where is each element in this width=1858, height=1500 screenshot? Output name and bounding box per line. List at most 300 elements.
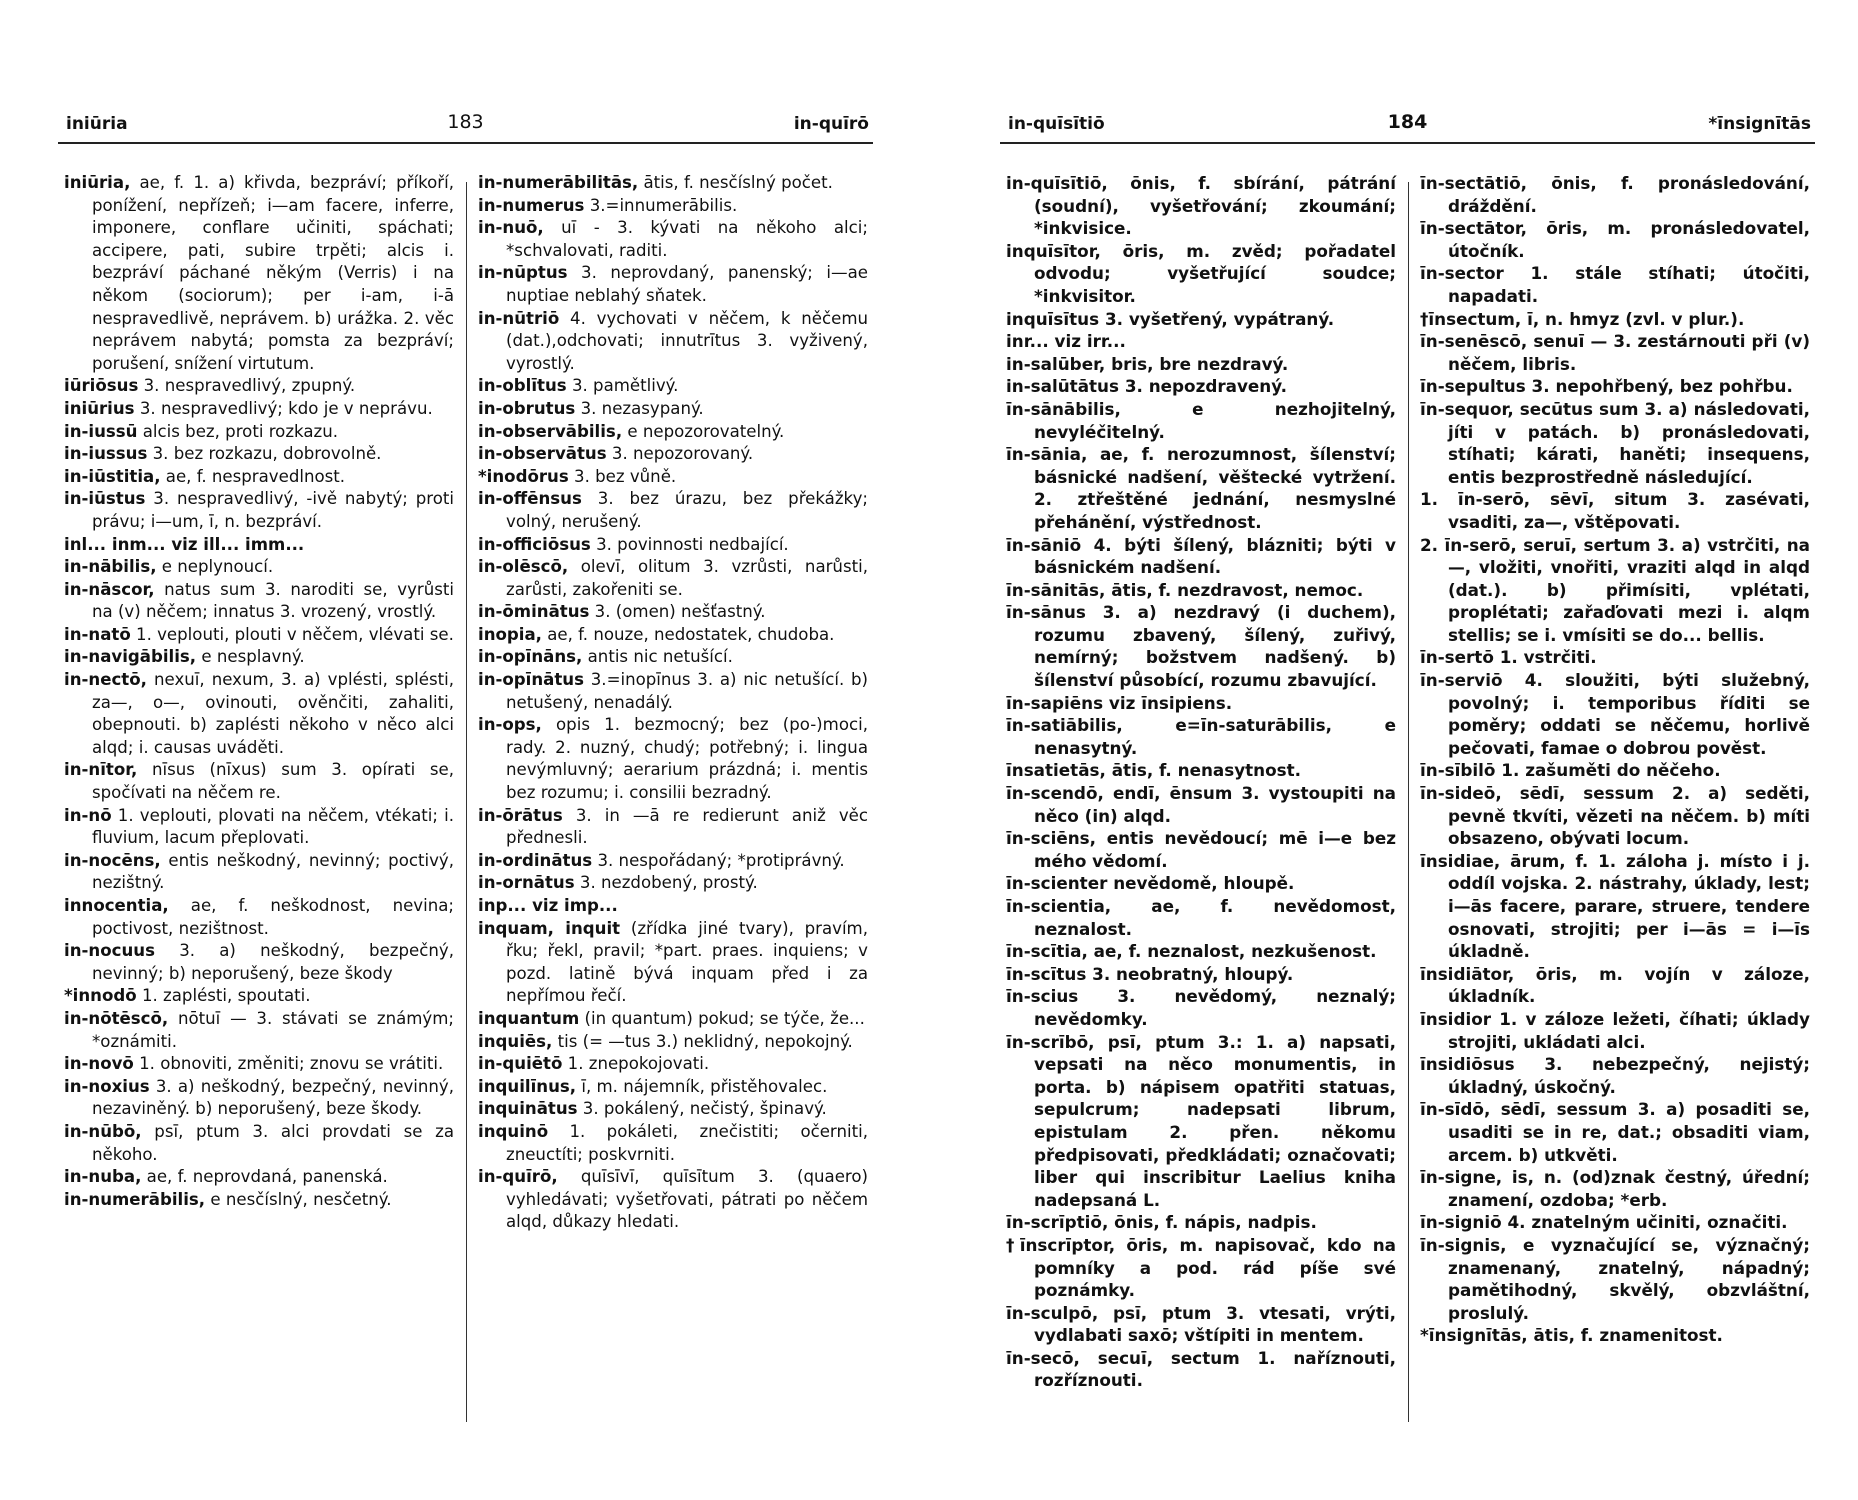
dictionary-entry — [1006, 1302, 1396, 1347]
headword: in-nōtēscō, — [64, 1008, 169, 1028]
dictionary-entry — [1006, 330, 1396, 353]
headword: 2. īn-serō, — [1420, 534, 1517, 555]
definition: ātis, f. nezdravost, nemoc. — [1105, 579, 1364, 600]
left-page — [58, 108, 873, 1468]
dictionary-entry — [1006, 692, 1396, 715]
headword: in-observābilis, — [478, 421, 623, 441]
definition: nīsus (nīxus) sum 3. opírati se, spočívati na něčem re. — [92, 760, 454, 803]
dictionary-entry — [478, 714, 868, 804]
dictionary-entry — [478, 1031, 868, 1054]
definition: (zřídka jiné tvary), pravím, řku; řekl, pravil; *part. praes. inquiens; v pozd. latině bývá inquam před i za nepřímou řečí. — [506, 918, 869, 1006]
definition: 3. in —ā re redierunt aniž věc přednesli. — [506, 805, 868, 848]
dictionary-entry — [64, 895, 454, 940]
headword: īn-sideō, — [1420, 783, 1502, 804]
dictionary-entry — [478, 1166, 868, 1234]
headword: inl... inm... viz ill... imm... — [64, 534, 305, 554]
dictionary-entry — [1420, 963, 1810, 1008]
headword: in-ops, — [478, 715, 542, 735]
dictionary-entry — [478, 556, 868, 601]
dictionary-entry — [64, 805, 454, 850]
running-head-left: in-quīsītiō — [1008, 114, 1105, 134]
definition: secuī, sectum 1. naříznouti, rozříznouti. — [1034, 1347, 1396, 1391]
definition: 3. nespravedlivý; kdo je v neprávu. — [134, 398, 433, 418]
dictionary-entry — [1420, 646, 1810, 669]
headword: īnsidiōsus — [1420, 1054, 1515, 1075]
headword: īnsatietās, — [1006, 760, 1106, 781]
dictionary-entry — [1006, 1211, 1396, 1234]
dictionary-entry — [64, 1166, 454, 1189]
dictionary-entry — [1006, 308, 1396, 331]
headword: īn-sepultus — [1420, 376, 1526, 397]
headword: īn-signiō — [1420, 1212, 1502, 1233]
definition: ī, m. nájemník, přistěhovalec. — [576, 1076, 828, 1096]
headword: in-ōrātus — [478, 805, 563, 825]
definition: antis nic netušící. — [582, 647, 733, 667]
definition: 1. znepokojovati. — [562, 1054, 710, 1074]
dictionary-entry — [1006, 172, 1396, 240]
definition: 3. a) neškodný, bezpečný, nevinný, nezaviněný. b) neporušený, beze škody. — [92, 1076, 454, 1119]
dictionary-entry — [1006, 895, 1396, 940]
definition: 4. býti šílený, blázniti; býti v básnickém nadšení. — [1034, 534, 1396, 578]
dictionary-entry — [478, 646, 868, 669]
dictionary-entry — [1006, 443, 1396, 533]
dictionary-entry — [478, 1098, 868, 1121]
definition: 1. vstrčiti. — [1493, 647, 1597, 668]
definition: bris, bre nezdravý. — [1105, 353, 1289, 374]
headword: in-ordinātus — [478, 850, 593, 870]
definition: ī, n. hmyz (zvl. v plur.). — [1521, 308, 1745, 329]
dictionary-entry — [64, 172, 454, 375]
definition: ae, f. neprovdaná, panenská. — [141, 1167, 388, 1187]
dictionary-entry — [1006, 1234, 1396, 1302]
dictionary-entry — [64, 443, 454, 466]
dictionary-entry — [64, 556, 454, 579]
definition: 1. zaplésti, spoutati. — [136, 986, 311, 1006]
headword: in-quīsītiō, — [1006, 173, 1108, 193]
dictionary-entry — [1420, 1098, 1810, 1166]
dictionary-entry — [1420, 262, 1810, 307]
dictionary-entry — [1006, 375, 1396, 398]
dictionary-entry — [64, 466, 454, 489]
dictionary-entry — [1006, 759, 1396, 782]
definition: secūtus sum 3. a) následovati, jíti v patách. b) pronásledovati, stíhati; kárati, haněti; insequens, entis bezprostředně následující. — [1448, 398, 1810, 487]
headword: in-nocuus — [64, 941, 155, 961]
definition: e vyznačující se, význačný; znamenaný, znatelný, nápadný; pamětihodný, skvělý, obzvláštní, proslulý. — [1448, 1234, 1810, 1323]
headword: in-ornātus — [478, 873, 575, 893]
dictionary-entry — [1006, 1031, 1396, 1212]
headword: in-nocēns, — [64, 850, 161, 870]
dictionary-entry — [64, 421, 454, 444]
definition: quīsīvī, quīsītum 3. (quaero) vyhledávati; vyšetřovati, pátrati po něčem alqd, důkazy hledati. — [506, 1167, 868, 1232]
headword: inp... viz imp... — [478, 896, 618, 915]
dictionary-entry — [478, 262, 868, 307]
column-rule — [1408, 182, 1409, 1422]
definition: is, n. (od)znak čestný, úřední; znamení, ozdoba; *erb. — [1448, 1167, 1810, 1210]
dictionary-entry — [478, 308, 868, 376]
dictionary-entry — [478, 918, 868, 1008]
headword: *innodō — [64, 986, 137, 1006]
headword: in-offēnsus — [478, 489, 582, 509]
dictionary-entry — [1420, 308, 1810, 331]
definition: 3. povinnosti nedbající. — [590, 534, 789, 554]
dictionary-entry — [1006, 579, 1396, 602]
definition: ae, f. nevědomost, neznalost. — [1034, 896, 1396, 939]
headword: in-nūtriō — [478, 308, 560, 328]
headword: inquinātus — [478, 1099, 578, 1119]
dictionary-entry — [64, 1053, 454, 1076]
headword: īn-signis, — [1420, 1234, 1507, 1255]
definition: (in quantum) pokud; se týče, že... — [579, 1008, 865, 1028]
headword: in-nītor, — [64, 760, 138, 780]
definition: nevědomě, hloupě. — [1107, 873, 1295, 894]
dictionary-columns — [58, 172, 873, 1468]
definition: uī - 3. kývati na někoho alci; *schvalovati, raditi. — [506, 218, 868, 260]
headword: inquīsītus — [1006, 308, 1100, 329]
dictionary-entry — [478, 375, 868, 398]
definition: 3. nebezpečný, nejistý; úkladný, úskočný. — [1448, 1054, 1810, 1097]
dictionary-entry — [478, 850, 868, 873]
definition: 1. v záloze ležeti, číhati; úklady strojiti, ukládati alci. — [1448, 1008, 1810, 1052]
definition: 1. veplouti, plouti v něčem, vlévati se. — [130, 624, 454, 644]
definition: ae, f. neškodnost, nevina; poctivost, nezištnost. — [92, 896, 454, 938]
definition: ōris, m. napisovač, kdo na pomníky a pod. rád píše své poznámky. — [1034, 1234, 1396, 1301]
dictionary-entry — [64, 375, 454, 398]
headword: īn-satiābilis, — [1006, 715, 1123, 736]
dictionary-entry — [478, 1076, 868, 1099]
headword: īn-sānitās, — [1006, 579, 1106, 600]
dictionary-entry — [64, 534, 454, 557]
headword: in-iussū — [64, 421, 138, 441]
definition: ae, f. neznalost, nezkušenost. — [1087, 941, 1377, 962]
headword: iūriōsus — [64, 376, 139, 396]
headword: in-salūtātus — [1006, 376, 1119, 397]
headword: in-opīnāns, — [478, 647, 583, 667]
headword: inquilīnus, — [478, 1076, 577, 1096]
dictionary-entry — [1006, 1347, 1396, 1392]
definition: ae, f. 1. a) křivda, bezpráví; příkoří, ponížení, nepřízeň; i—am facere, inferre, imponere, conflare učiniti, spáchati; accipere, pati, subire trpěti; alcis i. bezpráví páchané někým (Verris) i na někom (sociorum); per i-am, i-ā nespravedlivě, neprávem. b) urážka. 2. věc neprávem nabytá; pomsta za bezpráví; porušení, snížení virtutum. — [92, 173, 454, 373]
headword: in-nūbō, — [64, 1121, 142, 1141]
definition: e nepozorovatelný. — [622, 421, 785, 441]
dictionary-entry — [1420, 1008, 1810, 1053]
headword: īnsidior — [1420, 1008, 1492, 1029]
definition: 3. vyšetřený, vypátraný. — [1099, 308, 1335, 329]
headword: īn-sībilō — [1420, 760, 1496, 781]
headword: †īnsectum, — [1420, 308, 1522, 329]
definition: nexuī, nexum, 3. a) vplésti, splésti, za—, o—, ovinouti, ověnčiti, zahaliti, obepnouti. b) zaplésti někoho v něco alci alqd; i. causas uváděti. — [92, 670, 454, 757]
dictionary-entry — [478, 805, 868, 850]
dictionary-entry — [64, 759, 454, 804]
headword: inquinō — [478, 1121, 549, 1141]
headword: īn-scrībō, — [1006, 1031, 1095, 1052]
dictionary-entry — [478, 1053, 868, 1076]
headword: in-numerābilis, — [64, 1189, 206, 1209]
definition: ae, f. nouze, nedostatek, chudoba. — [541, 624, 835, 644]
headword: īn-sertō — [1420, 647, 1494, 668]
definition: 3. pamětlivý. — [566, 376, 679, 396]
definition: e nesplavný. — [196, 647, 305, 667]
dictionary-entry — [1420, 759, 1810, 782]
definition: 3. neobratný, hloupý. — [1086, 963, 1294, 984]
dictionary-entry — [1006, 963, 1396, 986]
headword: īn-scrīptiō, — [1006, 1212, 1109, 1233]
headword: in-iūstitia, — [64, 466, 161, 486]
headword: in-quiētō — [478, 1054, 563, 1074]
dictionary-entry — [64, 398, 454, 421]
definition: psī, ptum 3. alci provdati se za někoho. — [92, 1121, 454, 1164]
headword: in-numerābilitās, — [478, 173, 639, 192]
dictionary-entry — [64, 1008, 454, 1053]
running-head — [58, 108, 873, 144]
definition: 4. vychovati v něčem, k něčemu (dat.),odchovati; innutrītus 3. vyživený, vyrostlý. — [506, 308, 868, 373]
headword: in-salūber, — [1006, 353, 1106, 374]
headword: īn-scius — [1006, 986, 1079, 1007]
definition: nōtuī — 3. stávati se známým; *oznámiti. — [92, 1008, 454, 1051]
dictionary-entry — [1420, 1211, 1810, 1234]
headword: in-obrutus — [478, 398, 576, 418]
dictionary-entry — [478, 895, 868, 918]
dictionary-entry — [64, 985, 454, 1008]
headword: īn-senēscō, — [1420, 331, 1528, 352]
headword: in-natō — [64, 624, 131, 644]
dictionary-entry — [478, 534, 868, 557]
dictionary-entry — [1420, 172, 1810, 217]
headword: in-olēscō, — [478, 557, 569, 577]
headword: īn-scītus — [1006, 963, 1087, 984]
headword: īn-sapiēns — [1006, 692, 1104, 713]
right-page — [1000, 108, 1815, 1468]
dictionary-entry — [64, 1121, 454, 1166]
headword: īn-sānia, — [1006, 444, 1088, 465]
column-2 — [478, 172, 868, 1234]
definition: ōnis, f. nápis, nadpis. — [1108, 1212, 1317, 1233]
definition: 3. nepohřbený, bez pohřbu. — [1525, 376, 1793, 397]
dictionary-entry — [1006, 398, 1396, 443]
definition: 1. obnoviti, změniti; znovu se vrátiti. — [133, 1054, 444, 1074]
dictionary-columns — [1000, 172, 1815, 1468]
dictionary-entry — [1420, 1053, 1810, 1098]
headword: in-observātus — [478, 444, 607, 464]
definition: 3. nespravedlivý, -ivě nabytý; proti právu; i—um, ī, n. bezpráví. — [92, 489, 454, 531]
column-1 — [64, 172, 454, 1211]
dictionary-entry — [1420, 669, 1810, 759]
dictionary-entry — [478, 1008, 868, 1031]
dictionary-entry — [1006, 872, 1396, 895]
dictionary-entry — [1006, 940, 1396, 963]
dictionary-entry — [478, 872, 868, 895]
headword: īn-sāniō — [1006, 534, 1082, 555]
headword: īnsidiae, — [1420, 850, 1501, 871]
dictionary-entry — [1420, 534, 1810, 647]
headword: iniūrius — [64, 398, 135, 418]
definition: sēdī, sessum 2. a) seděti, pevně tkvíti, vězeti na něčem. b) míti obsazeno, obývati locum. — [1448, 783, 1810, 849]
definition: ae, f. nespravedlnost. — [160, 466, 346, 486]
headword: inquīsītor, — [1006, 240, 1101, 261]
dictionary-entry — [478, 669, 868, 714]
page-number: 183 — [447, 111, 484, 133]
headword: in-quīrō, — [478, 1167, 558, 1187]
definition: 3. nespravedlivý, zpupný. — [138, 376, 356, 396]
dictionary-entry — [1420, 217, 1810, 262]
dictionary-entry — [64, 1076, 454, 1121]
headword: *inodōrus — [478, 466, 569, 486]
headword: īn-sector — [1420, 263, 1504, 284]
dictionary-entry — [478, 172, 868, 195]
dictionary-entry — [64, 624, 454, 647]
headword: in-nuba, — [64, 1167, 142, 1187]
definition: ōnis, f. sbírání, pátrání (soudní), vyšetřování; zkoumání; *inkvisice. — [1034, 173, 1396, 239]
dictionary-entry — [1006, 534, 1396, 579]
headword: īn-sciēns, — [1006, 828, 1097, 849]
dictionary-entry — [1006, 827, 1396, 872]
headword: in-ōminātus — [478, 602, 590, 622]
dictionary-entry — [1006, 601, 1396, 691]
headword: in-novō — [64, 1054, 134, 1074]
headword: īn-sānus — [1006, 602, 1086, 623]
headword: 1. īn-serō, — [1420, 489, 1531, 510]
dictionary-entry — [1420, 398, 1810, 488]
headword: īn-signe, — [1420, 1167, 1503, 1188]
dictionary-entry — [1006, 782, 1396, 827]
definition: ōnis, f. pronásledování, dráždění. — [1448, 173, 1810, 216]
headword: īn-scienter — [1006, 873, 1108, 894]
definition: 3. bez úrazu, bez překážky; volný, nerušený. — [506, 489, 868, 531]
dictionary-entry — [1420, 1234, 1810, 1324]
definition: 3. a) neškodný, bezpečný, nevinný; b) neporušený, beze škody — [92, 941, 454, 983]
definition: ātis, f. nenasytnost. — [1105, 760, 1302, 781]
running-head — [1000, 108, 1815, 144]
headword: in-iussus — [64, 444, 148, 464]
headword: īn-scendō, — [1006, 783, 1104, 804]
dictionary-entry — [478, 1121, 868, 1166]
headword: in-nectō, — [64, 670, 147, 690]
column-2 — [1420, 172, 1810, 1347]
headword: īn-sīdō, — [1420, 1099, 1491, 1120]
definition: ae, f. nerozumnost, šílenství; básnické nadšení, věštecké vytržení. 2. ztřeštěné jednání, nesmyslné přehánění, výstřednost. — [1034, 444, 1396, 532]
definition: 3.=innumerābilis. — [584, 195, 738, 215]
headword: īn-sequor, — [1420, 398, 1514, 419]
dictionary-entry — [64, 646, 454, 669]
definition: 3. (omen) nešťastný. — [589, 602, 766, 622]
definition: e nesčíslný, nesčetný. — [205, 1189, 392, 1209]
dictionary-entry — [1420, 850, 1810, 963]
headword: īn-sānābilis, — [1006, 398, 1121, 419]
headword: īn-sculpō, — [1006, 1302, 1099, 1323]
definition: ōris, m. zvěd; pořadatel odvodu; vyšetřující soudce; *inkvisitor. — [1034, 240, 1396, 306]
definition: entis nevědoucí; mē i—e bez mého vědomí. — [1034, 828, 1396, 871]
dictionary-entry — [1006, 985, 1396, 1030]
definition: tis (= —tus 3.) neklidný, nepokojný. — [552, 1031, 853, 1051]
dictionary-entry — [478, 601, 868, 624]
dictionary-entry — [64, 940, 454, 985]
definition: 4. sloužiti, býti služebný, povolný; i. temporibus říditi se poměry; oddati se něčemu, horlivě pečovati, famae o dobrou pověst. — [1448, 670, 1810, 758]
definition: 1. pokáleti, znečistiti; očerniti, zneuctíti; poskvrniti. — [506, 1121, 868, 1164]
headword: īn-sectātiō, — [1420, 173, 1528, 193]
headword: īn-scītia, — [1006, 941, 1088, 962]
running-head-left: iniūria — [66, 114, 128, 134]
definition: olevī, olitum 3. vzrůsti, narůsti, zarůsti, zakořeniti se. — [506, 557, 868, 599]
definition: psī, ptum 3.: 1. a) napsati, vepsati na něco monumentis, in porta. b) nápisem opatřiti statuas, sepulcrum; nadepsati librum, epistulam 2. přen. někomu předpisovati, předkládati; označovati; liber qui inscribitur Laelius kniha nadepsaná L. — [1034, 1031, 1396, 1210]
definition: 1. zašuměti do něčeho. — [1495, 760, 1721, 781]
dictionary-entry — [478, 488, 868, 533]
dictionary-entry — [64, 488, 454, 533]
definition: e=īn-saturābilis, e nenasytný. — [1034, 715, 1396, 758]
running-head-right: *īnsignītās — [1708, 114, 1811, 134]
headword: *īnsignītās, — [1420, 1325, 1528, 1346]
definition: 3. nespořádaný; *protiprávný. — [592, 850, 845, 870]
headword: in-noxius — [64, 1076, 150, 1096]
definition: entis neškodný, nevinný; poctivý, nezištný. — [92, 850, 454, 893]
dictionary-entry — [1006, 714, 1396, 759]
definition: 3. nezasypaný. — [575, 398, 704, 418]
definition: 3. nevědomý, neznalý; nevědomky. — [1034, 986, 1396, 1029]
running-head-right: in-quīrō — [793, 114, 869, 134]
headword: in-nūptus — [478, 263, 568, 283]
dictionary-entry — [1420, 1166, 1810, 1211]
headword: in-nābilis, — [64, 557, 157, 577]
definition: viz īnsipiens. — [1103, 692, 1233, 713]
dictionary-entry — [1420, 1324, 1810, 1347]
headword: īn-scientia, — [1006, 896, 1112, 916]
definition: 3. a) nezdravý (i duchem), rozumu zbavený, šílený, zuřivý, nemírný; božstvem nadšený. b) šílenství působící, rozumu zbavující. — [1034, 602, 1396, 691]
headword: iniūria, — [64, 173, 131, 192]
dictionary-entry — [1006, 353, 1396, 376]
definition: 3. neprovdaný, panenský; i—ae nuptiae neblahý sňatek. — [506, 263, 868, 305]
definition: 3. nezdobený, prostý. — [574, 873, 758, 893]
headword: innocentia, — [64, 896, 169, 915]
dictionary-entry — [1420, 782, 1810, 850]
headword: in-nō — [64, 805, 112, 825]
headword: inr... viz irr... — [1006, 331, 1126, 352]
headword: in-nuō, — [478, 218, 544, 238]
dictionary-entry — [478, 466, 868, 489]
headword: in-oblītus — [478, 376, 567, 396]
column-rule — [466, 182, 467, 1422]
dictionary-entry — [1420, 488, 1810, 533]
headword: in-iūstus — [64, 489, 146, 509]
definition: 3. nepozorovaný. — [606, 444, 754, 464]
definition: ōris, m. vojín v záloze, úkladník. — [1448, 963, 1810, 1007]
headword: īn-serviō — [1420, 670, 1503, 691]
definition: ātis, f. znamenitost. — [1527, 1325, 1723, 1346]
dictionary-entry — [478, 443, 868, 466]
dictionary-entry — [64, 1189, 454, 1212]
dictionary-entry — [1420, 375, 1810, 398]
headword: in-navigābilis, — [64, 647, 197, 667]
dictionary-entry — [478, 195, 868, 218]
definition: e nezhojitelný, nevyléčitelný. — [1034, 398, 1396, 442]
definition: senuī — 3. zestárnouti při (v) něčem, libris. — [1448, 331, 1810, 374]
headword: inquantum — [478, 1008, 580, 1028]
headword: īn-secō, — [1006, 1347, 1080, 1368]
definition: seruī, sertum 3. a) vstrčiti, na—, vložiti, vnořiti, vraziti alqd in alqd (dat.). b) přimísiti, vplétati, proplétati; zařaďovati mezi i. alqm stellis; se i. vmísiti se do... bellis. — [1448, 534, 1811, 645]
definition: opis 1. bezmocný; bez (po-)moci, rady. 2. nuzný, chudý; potřebný; i. lingua nevýmluvný; aerarium prázdná; i. mentis bez rozumu; i. consilii bezradný. — [506, 715, 868, 803]
definition: ātis, f. nesčíslný počet. — [638, 173, 833, 192]
headword: inquiēs, — [478, 1031, 553, 1051]
definition: 1. veplouti, plovati na něčem, vtékati; i. fluvium, lacum přeplovati. — [92, 805, 454, 848]
definition: 1. stále stíhati; útočiti, napadati. — [1448, 263, 1810, 306]
headword: īn-sectātor, — [1420, 218, 1528, 239]
headword: inquam, inquit — [478, 918, 621, 938]
dictionary-entry — [64, 579, 454, 624]
dictionary-entry — [478, 421, 868, 444]
page-number: 184 — [1387, 111, 1428, 133]
dictionary-entry — [64, 850, 454, 895]
definition: 3. pokálený, nečistý, špinavý. — [577, 1099, 827, 1119]
definition: ōris, m. pronásledovatel, útočník. — [1448, 218, 1810, 261]
headword: in-opīnātus — [478, 670, 584, 690]
dictionary-entry — [1420, 330, 1810, 375]
headword: īnsidiātor, — [1420, 963, 1515, 984]
